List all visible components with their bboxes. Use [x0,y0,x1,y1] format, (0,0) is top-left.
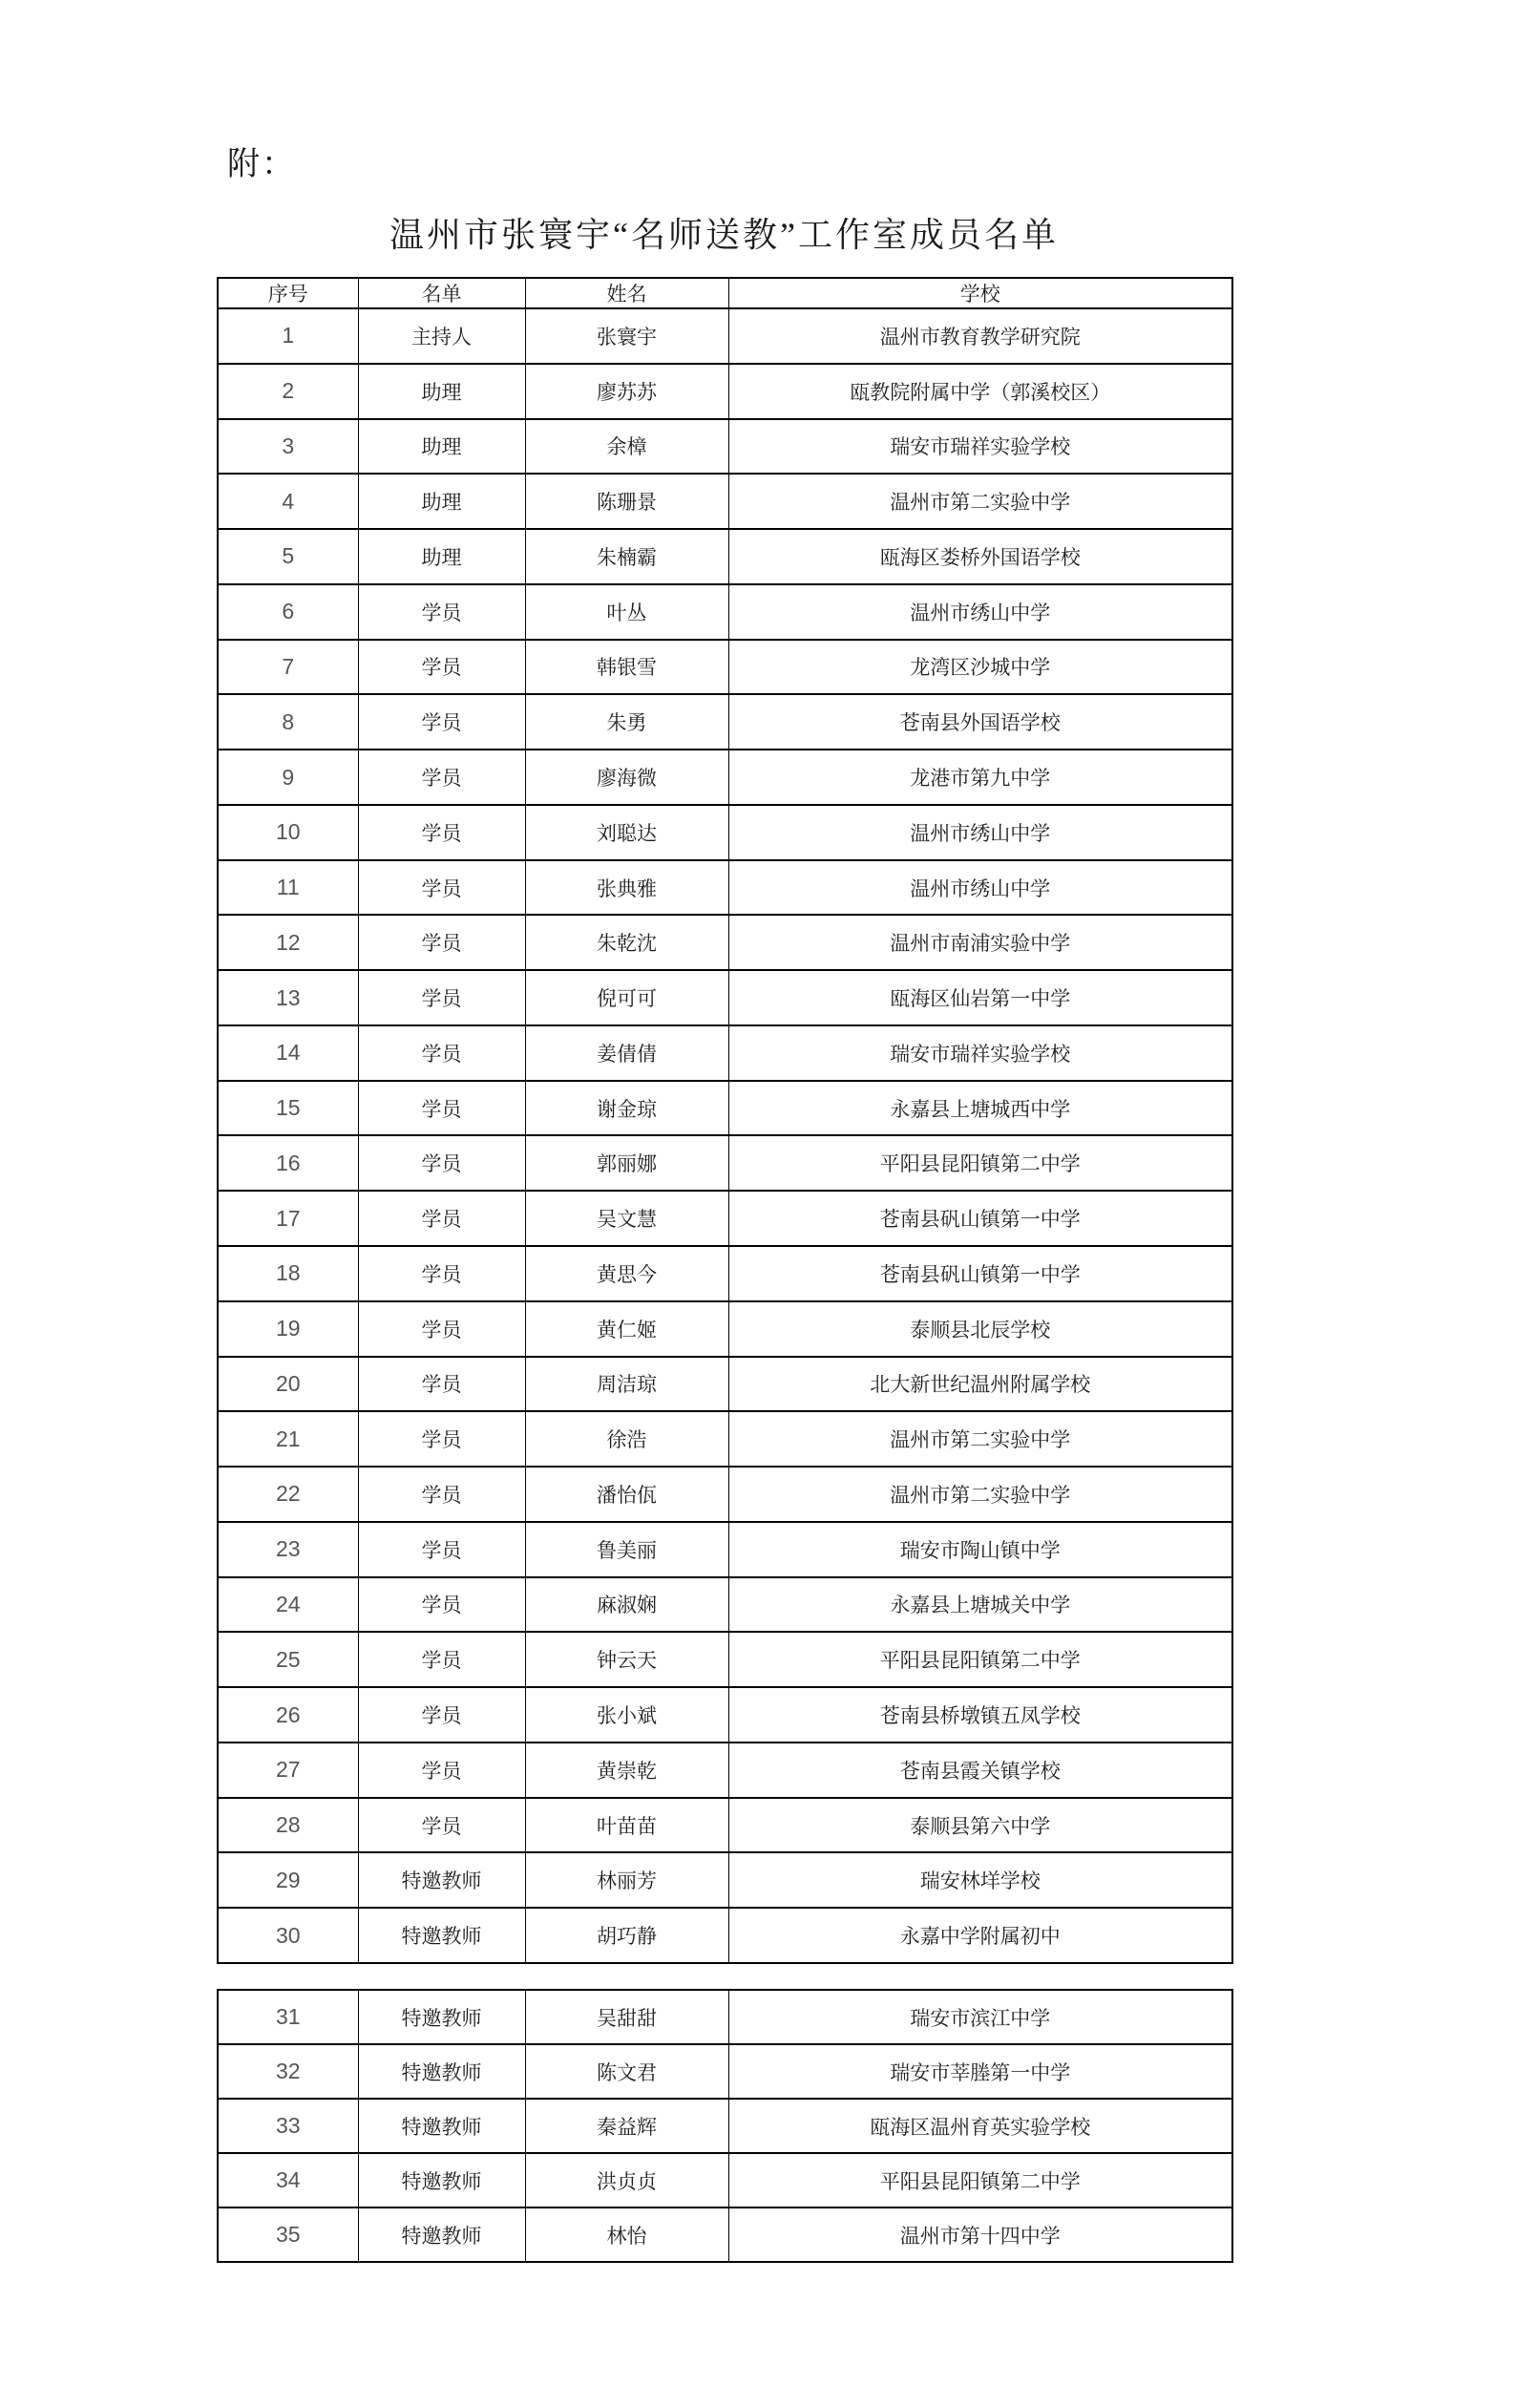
cell-name: 胡巧静 [525,1908,728,1963]
cell-role: 学员 [358,1632,525,1687]
cell-role: 学员 [358,1577,525,1633]
header-cell: 学校 [728,278,1232,308]
cell-serial: 27 [218,1743,358,1798]
cell-school: 泰顺县北辰学校 [728,1301,1232,1357]
cell-serial: 32 [218,2044,358,2099]
cell-school: 温州市第二实验中学 [728,474,1232,529]
cell-serial: 11 [218,860,358,916]
table-header-row [218,278,1232,308]
cell-serial: 34 [218,2153,358,2207]
cell-role: 特邀教师 [358,2044,525,2099]
table-row [218,1687,1232,1743]
cell-serial: 24 [218,1577,358,1633]
cell-name: 陈珊景 [525,474,728,529]
cell-serial: 18 [218,1246,358,1301]
cell-serial: 21 [218,1411,358,1467]
cell-school: 永嘉中学附属初中 [728,1908,1232,1963]
table-row [218,640,1232,695]
cell-school: 温州市第二实验中学 [728,1467,1232,1522]
header-cell: 姓名 [525,278,728,308]
cell-role: 特邀教师 [358,1990,525,2044]
cell-serial: 9 [218,750,358,805]
cell-serial: 23 [218,1522,358,1577]
cell-school: 平阳县昆阳镇第二中学 [728,2153,1232,2207]
cell-role: 学员 [358,805,525,860]
cell-serial: 14 [218,1025,358,1081]
table-row [218,584,1232,640]
cell-role: 助理 [358,474,525,529]
cell-school: 瑞安市莘塍第一中学 [728,2044,1232,2099]
cell-serial: 12 [218,915,358,970]
cell-name: 吴甜甜 [525,1990,728,2044]
member-table-part1 [217,277,1233,1964]
cell-school: 瑞安市陶山镇中学 [728,1522,1232,1577]
cell-name: 钟云天 [525,1632,728,1687]
table-row [218,1301,1232,1357]
cell-name: 吴文慧 [525,1191,728,1246]
table-row [218,1990,1232,2044]
table-row [218,1411,1232,1467]
cell-name: 张寰宇 [525,308,728,364]
table-row [218,1852,1232,1908]
cell-school: 泰顺县第六中学 [728,1798,1232,1853]
cell-school: 平阳县昆阳镇第二中学 [728,1135,1232,1191]
cell-role: 学员 [358,1798,525,1853]
cell-name: 廖苏苏 [525,364,728,419]
cell-school: 瑞安林垟学校 [728,1852,1232,1908]
cell-serial: 13 [218,970,358,1025]
cell-school: 龙湾区沙城中学 [728,640,1232,695]
cell-serial: 2 [218,364,358,419]
cell-school: 北大新世纪温州附属学校 [728,1357,1232,1412]
table-row [218,1908,1232,1963]
cell-name: 叶丛 [525,584,728,640]
table-row [218,694,1232,750]
table-row [218,2044,1232,2099]
table-row [218,750,1232,805]
cell-school: 温州市第十四中学 [728,2207,1232,2262]
cell-role: 特邀教师 [358,2207,525,2262]
cell-school: 温州市绣山中学 [728,805,1232,860]
cell-school: 瑞安市瑞祥实验学校 [728,419,1232,475]
cell-school: 瓯海区温州育英实验学校 [728,2099,1232,2153]
table-row [218,1025,1232,1081]
table-row [218,1632,1232,1687]
cell-role: 特邀教师 [358,1908,525,1963]
cell-name: 麻淑娴 [525,1577,728,1633]
cell-school: 温州市第二实验中学 [728,1411,1232,1467]
cell-name: 秦益辉 [525,2099,728,2153]
cell-name: 朱勇 [525,694,728,750]
cell-school: 苍南县桥墩镇五凤学校 [728,1687,1232,1743]
cell-name: 叶苗苗 [525,1798,728,1853]
cell-school: 龙港市第九中学 [728,750,1232,805]
cell-school: 瓯教院附属中学（郭溪校区） [728,364,1232,419]
cell-school: 温州市绣山中学 [728,860,1232,916]
cell-role: 学员 [358,1191,525,1246]
cell-school: 苍南县霞关镇学校 [728,1743,1232,1798]
table-body-part2 [218,1990,1232,2262]
cell-name: 徐浩 [525,1411,728,1467]
cell-role: 学员 [358,1687,525,1743]
cell-school: 苍南县矾山镇第一中学 [728,1246,1232,1301]
table-row [218,364,1232,419]
cell-name: 刘聪达 [525,805,728,860]
cell-name: 周洁琼 [525,1357,728,1412]
table-row [218,308,1232,364]
cell-role: 学员 [358,1081,525,1136]
cell-role: 学员 [358,1467,525,1522]
header-cell: 序号 [218,278,358,308]
table-row [218,1467,1232,1522]
cell-name: 廖海微 [525,750,728,805]
cell-serial: 6 [218,584,358,640]
cell-serial: 15 [218,1081,358,1136]
table-row [218,1135,1232,1191]
cell-role: 特邀教师 [358,2153,525,2207]
cell-school: 永嘉县上塘城关中学 [728,1577,1232,1633]
cell-role: 学员 [358,860,525,916]
cell-role: 学员 [358,1357,525,1412]
cell-name: 黄崇乾 [525,1743,728,1798]
cell-school: 温州市南浦实验中学 [728,915,1232,970]
cell-role: 学员 [358,1522,525,1577]
cell-serial: 31 [218,1990,358,2044]
cell-school: 温州市绣山中学 [728,584,1232,640]
cell-role: 主持人 [358,308,525,364]
cell-serial: 30 [218,1908,358,1963]
cell-school: 苍南县外国语学校 [728,694,1232,750]
cell-name: 洪贞贞 [525,2153,728,2207]
cell-role: 学员 [358,915,525,970]
cell-serial: 26 [218,1687,358,1743]
cell-role: 特邀教师 [358,1852,525,1908]
cell-serial: 33 [218,2099,358,2153]
cell-name: 林怡 [525,2207,728,2262]
cell-school: 瓯海区仙岩第一中学 [728,970,1232,1025]
cell-role: 学员 [358,694,525,750]
cell-serial: 8 [218,694,358,750]
cell-serial: 17 [218,1191,358,1246]
cell-role: 特邀教师 [358,2099,525,2153]
cell-role: 学员 [358,1246,525,1301]
cell-serial: 22 [218,1467,358,1522]
cell-name: 郭丽娜 [525,1135,728,1191]
cell-name: 朱乾沈 [525,915,728,970]
header-cell: 名单 [358,278,525,308]
cell-serial: 4 [218,474,358,529]
table-row [218,2207,1232,2262]
cell-role: 学员 [358,1135,525,1191]
cell-serial: 20 [218,1357,358,1412]
cell-serial: 16 [218,1135,358,1191]
cell-serial: 29 [218,1852,358,1908]
cell-role: 学员 [358,1301,525,1357]
cell-name: 谢金琼 [525,1081,728,1136]
page-title: 温州市张寰宇“名师送教”工作室成员名单 [389,216,1059,254]
cell-school: 瑞安市滨江中学 [728,1990,1232,2044]
cell-serial: 3 [218,419,358,475]
table-row [218,529,1232,584]
cell-name: 黄仁姬 [525,1301,728,1357]
cell-serial: 7 [218,640,358,695]
cell-name: 张典雅 [525,860,728,916]
cell-name: 余樟 [525,419,728,475]
cell-serial: 25 [218,1632,358,1687]
cell-name: 鲁美丽 [525,1522,728,1577]
cell-school: 苍南县矾山镇第一中学 [728,1191,1232,1246]
cell-name: 姜倩倩 [525,1025,728,1081]
table-row [218,970,1232,1025]
cell-school: 瓯海区娄桥外国语学校 [728,529,1232,584]
cell-role: 助理 [358,364,525,419]
cell-role: 学员 [358,970,525,1025]
cell-name: 陈文君 [525,2044,728,2099]
cell-serial: 28 [218,1798,358,1853]
cell-name: 林丽芳 [525,1852,728,1908]
table-row [218,419,1232,475]
member-table-part2 [217,1989,1233,2263]
table-row [218,805,1232,860]
cell-role: 学员 [358,584,525,640]
table-row [218,1081,1232,1136]
cell-role: 学员 [358,1025,525,1081]
table-row [218,2153,1232,2207]
cell-school: 温州市教育教学研究院 [728,308,1232,364]
table-row [218,1798,1232,1853]
cell-serial: 19 [218,1301,358,1357]
cell-role: 学员 [358,640,525,695]
table-row [218,2099,1232,2153]
cell-name: 韩银雪 [525,640,728,695]
cell-role: 学员 [358,750,525,805]
cell-role: 学员 [358,1411,525,1467]
table-row [218,1191,1232,1246]
cell-name: 张小斌 [525,1687,728,1743]
table-row [218,1522,1232,1577]
table-row [218,1357,1232,1412]
cell-serial: 10 [218,805,358,860]
cell-name: 潘怡佤 [525,1467,728,1522]
cell-serial: 35 [218,2207,358,2262]
cell-role: 助理 [358,419,525,475]
table-row [218,860,1232,916]
table-row [218,1246,1232,1301]
table-row [218,474,1232,529]
cell-role: 助理 [358,529,525,584]
table-row [218,915,1232,970]
attachment-label: 附： [227,147,296,182]
cell-serial: 1 [218,308,358,364]
cell-serial: 5 [218,529,358,584]
cell-school: 永嘉县上塘城西中学 [728,1081,1232,1136]
table-row [218,1577,1232,1633]
cell-name: 黄思今 [525,1246,728,1301]
table-row [218,1743,1232,1798]
cell-school: 瑞安市瑞祥实验学校 [728,1025,1232,1081]
cell-name: 倪可可 [525,970,728,1025]
cell-role: 学员 [358,1743,525,1798]
table-body-part1 [218,308,1232,1963]
cell-name: 朱楠霸 [525,529,728,584]
cell-school: 平阳县昆阳镇第二中学 [728,1632,1232,1687]
